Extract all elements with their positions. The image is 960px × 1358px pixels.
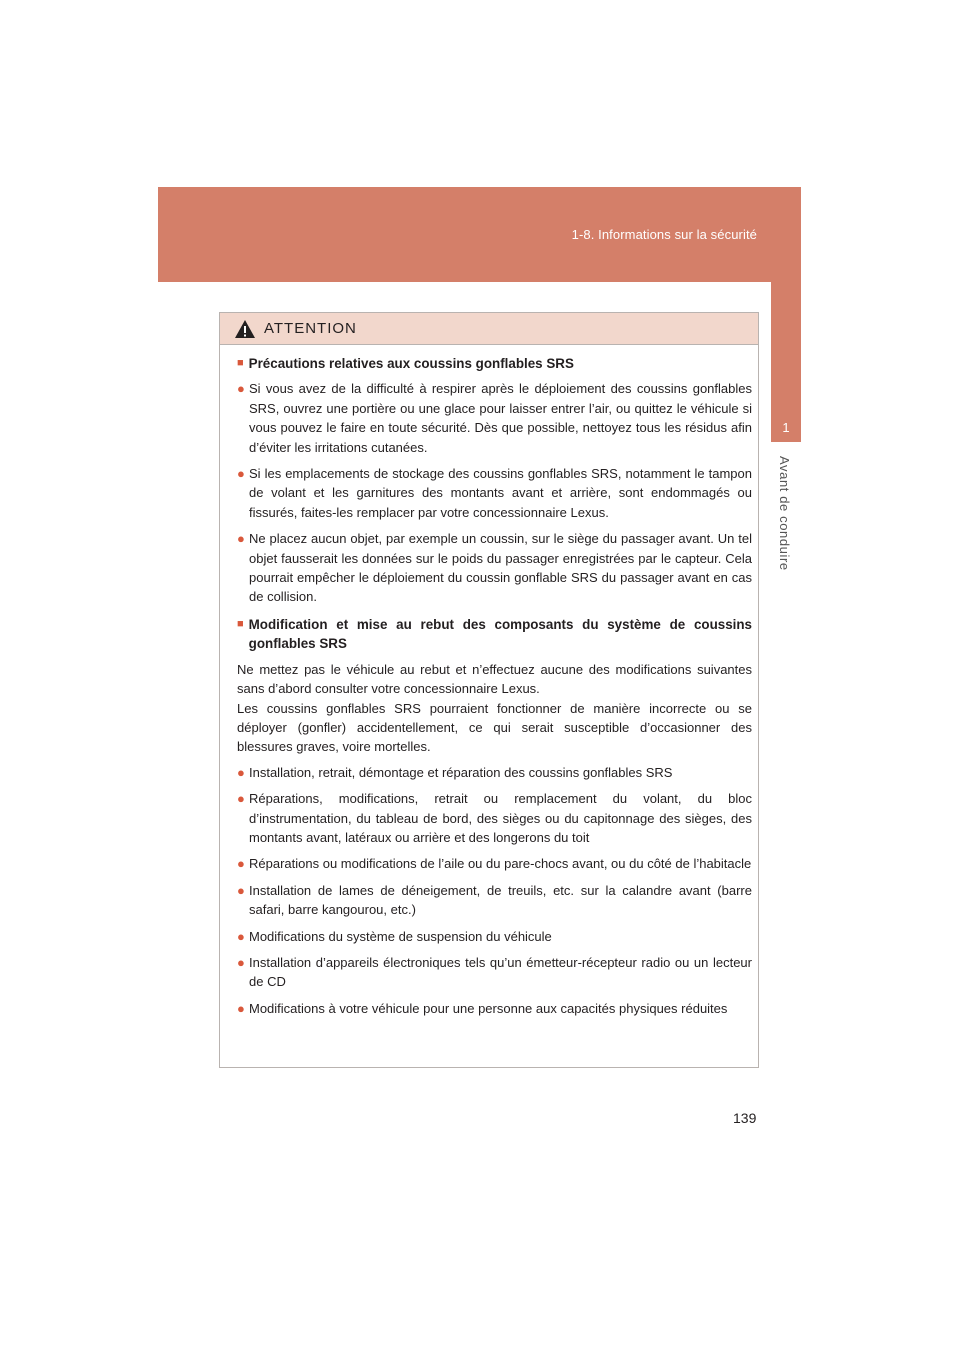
- bullet-dot-icon: ●: [237, 954, 245, 970]
- warning-body: [220, 345, 758, 1018]
- chapter-tab: [771, 282, 801, 442]
- page-number: 139: [733, 1110, 757, 1126]
- section-heading: ■ Modification et mise au rebut des composants du système de coussins gonflables SRS: [237, 615, 752, 654]
- section-srs-precautions: [237, 354, 752, 607]
- list-item: ● Réparations, modifications, retrait ou remplacement du volant, du bloc d’instrumentation, du tableau de bord, des sièges ou du capitonnage des sièges, des montants avant, latéraux ou arrière et des longerons du toit: [237, 789, 752, 847]
- list-item: ● Installation, retrait, démontage et réparation des coussins gonflables SRS: [237, 763, 752, 782]
- bullet-dot-icon: ●: [237, 381, 245, 397]
- section-heading: ■ Précautions relatives aux coussins gonflables SRS: [237, 354, 752, 373]
- bullet-dot-icon: ●: [237, 531, 245, 547]
- square-bullet-icon: ■: [237, 357, 244, 369]
- warning-title: ATTENTION: [264, 320, 357, 337]
- bullet-dot-icon: ●: [237, 856, 245, 872]
- section-title: 1-8. Informations sur la sécurité: [571, 227, 757, 242]
- bullet-dot-icon: ●: [237, 882, 245, 898]
- list-item: ● Si vous avez de la difficulté à respirer après le déploiement des coussins gonflables SRS, ouvrez une portière ou une glace pour laisser entrer l’air, ou quittez le véhicule si vous pouvez le faire en toute sécurité. Dès que possible, nettoyez tous les résidus afin d’éviter les irritations cutanées.: [237, 379, 752, 457]
- list-item: ● Modifications du système de suspension du véhicule: [237, 927, 752, 946]
- square-bullet-icon: ■: [237, 617, 244, 630]
- list-item: ● Installation d’appareils électroniques tels qu’un émetteur-récepteur radio ou un lecteur de CD: [237, 953, 752, 992]
- chapter-number: 1: [782, 420, 790, 435]
- list-item: ● Réparations ou modifications de l’aile ou du pare-chocs avant, ou du côté de l’habitacle: [237, 854, 752, 873]
- list-item: ● Si les emplacements de stockage des coussins gonflables SRS, notamment le tampon de volant et les garnitures des montants avant et arrière, sont endommagés ou fissurés, faites-les remplacer par votre concessionnaire Lexus.: [237, 464, 752, 522]
- list-item: ● Installation de lames de déneigement, de treuils, etc. sur la calandre avant (barre safari, barre kangourou, etc.): [237, 881, 752, 920]
- bullet-dot-icon: ●: [237, 791, 245, 807]
- bullet-dot-icon: ●: [237, 1000, 245, 1016]
- bullet-dot-icon: ●: [237, 928, 245, 944]
- list-item: ● Ne placez aucun objet, par exemple un coussin, sur le siège du passager avant. Un tel objet fausserait les données sur le poids du passager enregistrées par le capteur. Cela pourrait empêcher le déploiement du coussin gonflable SRS du passager avant en cas de collision.: [237, 529, 752, 607]
- chapter-label: Avant de conduire: [777, 456, 792, 571]
- warning-header: [220, 313, 758, 345]
- warning-triangle-icon: [234, 319, 256, 339]
- header-band: [158, 187, 801, 282]
- bullet-dot-icon: ●: [237, 764, 245, 780]
- paragraph: Ne mettez pas le véhicule au rebut et n’effectuez aucune des modifications suivantes sans d’abord consulter votre concessionnaire Lexus. Les coussins gonflables SRS pourraient fonctionner de manière incorrecte ou se déployer (gonfler) accidentellement, ce qui serait susceptible d’occasionner des blessures graves, voire mortelles.: [237, 661, 752, 755]
- list-item: ● Modifications à votre véhicule pour une personne aux capacités physiques réduites: [237, 999, 752, 1018]
- warning-box: [219, 312, 759, 1068]
- section-modification-disposal: [237, 615, 752, 1018]
- bullet-dot-icon: ●: [237, 466, 245, 482]
